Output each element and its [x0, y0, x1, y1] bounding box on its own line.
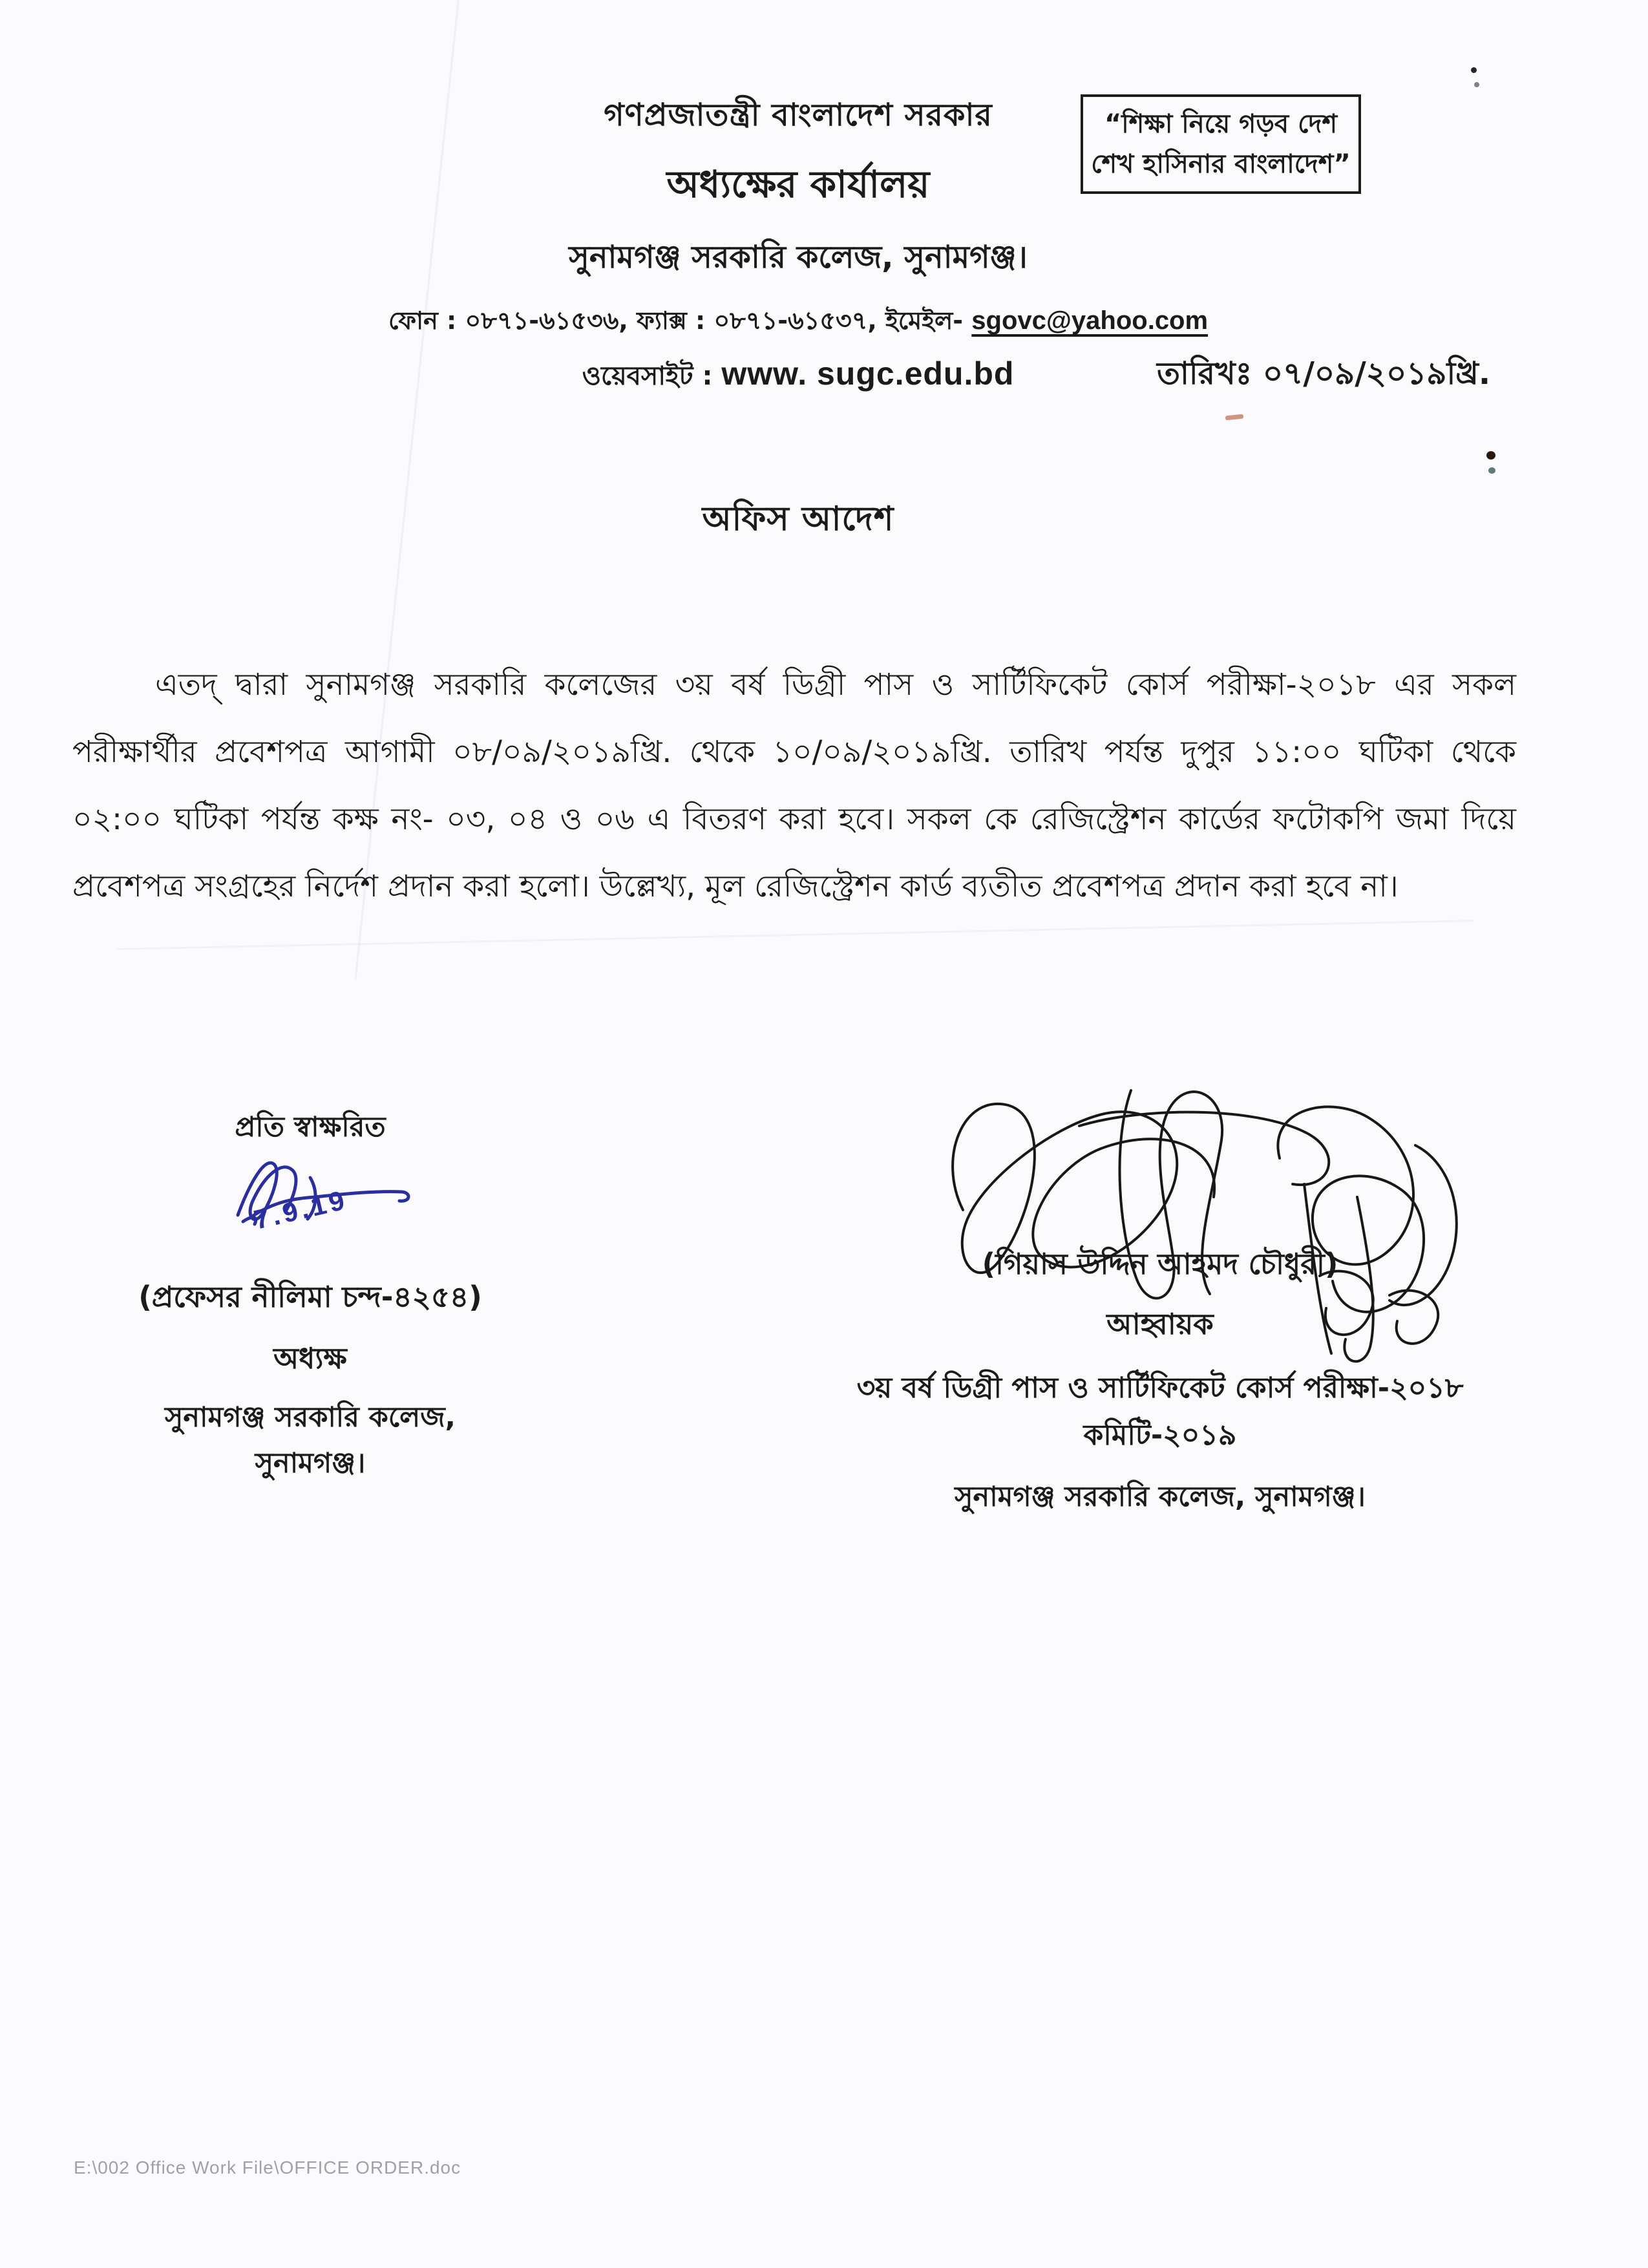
motto-line-1: “শিক্ষা নিয়ে গড়ব দেশ: [1104, 109, 1338, 139]
left-signatory-name: (প্রফেসর নীলিমা চন্দ-৪২৫৪): [138, 1280, 482, 1314]
scan-artifact-dot: [1488, 467, 1495, 474]
right-signatory-block: [798, 1242, 1522, 1522]
email-text: sgovc@yahoo.com: [971, 306, 1209, 335]
countersigned-label: প্রতি স্বাক্ষরিত: [235, 1111, 386, 1143]
order-body-paragraph: এতদ্ দ্বারা সুনামগঞ্জ সরকারি কলেজের ৩য় বর্ষ ডিগ্রী পাস ও সার্টিফিকেট কোর্স পরীক্ষা-২০১৮ এর সকল পরীক্ষার্থীর প্রবেশপত্র আগামী ০৮/০৯/২০১৯খ্রি. থেকে ১০/০৯/২০১৯খ্রি. তারিখ পর্যন্ত দুপুর ১১:০০ ঘটিকা থেকে ০২:০০ ঘটিকা পর্যন্ত কক্ষ নং- ০৩, ০৪ ও ০৬ এ বিতরণ করা হবে। সকল কে রেজিস্ট্রেশন কার্ডের ফটোকপি জমা দিয়ে প্রবেশপত্র সংগ্রহের নির্দেশ প্রদান করা হলো। উল্লেখ্য, মূল রেজিস্ট্রেশন কার্ড ব্যতীত প্রবেশপত্র প্রদান করা হবে না।: [72, 667, 1516, 904]
website-label: ওয়েবসাইট :: [582, 361, 722, 391]
college-line: সুনামগঞ্জ সরকারি কলেজ, সুনামগঞ্জ।: [569, 239, 1028, 275]
scan-artifact-dot: [1486, 451, 1495, 460]
scan-artifact-dot: [1474, 82, 1479, 87]
principal-signature-date: 7.9.19: [251, 1184, 351, 1235]
website-text: www. sugc.edu.bd: [721, 355, 1015, 392]
phone-fax-email-label: ফোন : ০৮৭১-৬১৫৩৬, ফ্যাক্স : ০৮৭১-৬১৫৩৭, ইমেইল-: [388, 306, 972, 335]
footer-file-path: E:\002 Office Work File\OFFICE ORDER.doc: [74, 2157, 461, 2178]
committee-line: ৩য় বর্ষ ডিগ্রী পাস ও সার্টিফিকেট কোর্স পরীক্ষা-২০১৮ কমিটি-২০১৯: [856, 1372, 1464, 1452]
scan-crease: [116, 920, 1474, 950]
date-line: তারিখঃ ০৭/০৯/২০১৯খ্রি.: [1157, 355, 1491, 392]
motto-box: [1081, 94, 1361, 194]
office-line: অধ্যক্ষের কার্যালয়: [666, 162, 930, 206]
left-signatory-organization: সুনামগঞ্জ সরকারি কলেজ, সুনামগঞ্জ।: [164, 1401, 456, 1479]
left-signatory-designation: অধ্যক্ষ: [273, 1341, 347, 1375]
scan-artifact-dot: [1471, 67, 1477, 73]
right-signatory-organization: সুনামগঞ্জ সরকারি কলেজ, সুনামগঞ্জ।: [955, 1481, 1366, 1513]
right-signatory-designation: আহ্বায়ক: [1106, 1307, 1214, 1341]
scan-artifact-smudge: [1225, 414, 1244, 421]
right-signatory-name: (গিয়াস উদ্দিন আহমদ চৌধুরী): [982, 1247, 1338, 1281]
page-title: অফিস আদেশ: [702, 500, 894, 538]
motto-line-2: শেখ হাসিনার বাংলাদেশ”: [1091, 149, 1351, 179]
contact-line: [0, 302, 1596, 343]
government-line: গণপ্রজাতন্ত্রী বাংলাদেশ সরকার: [604, 97, 993, 133]
